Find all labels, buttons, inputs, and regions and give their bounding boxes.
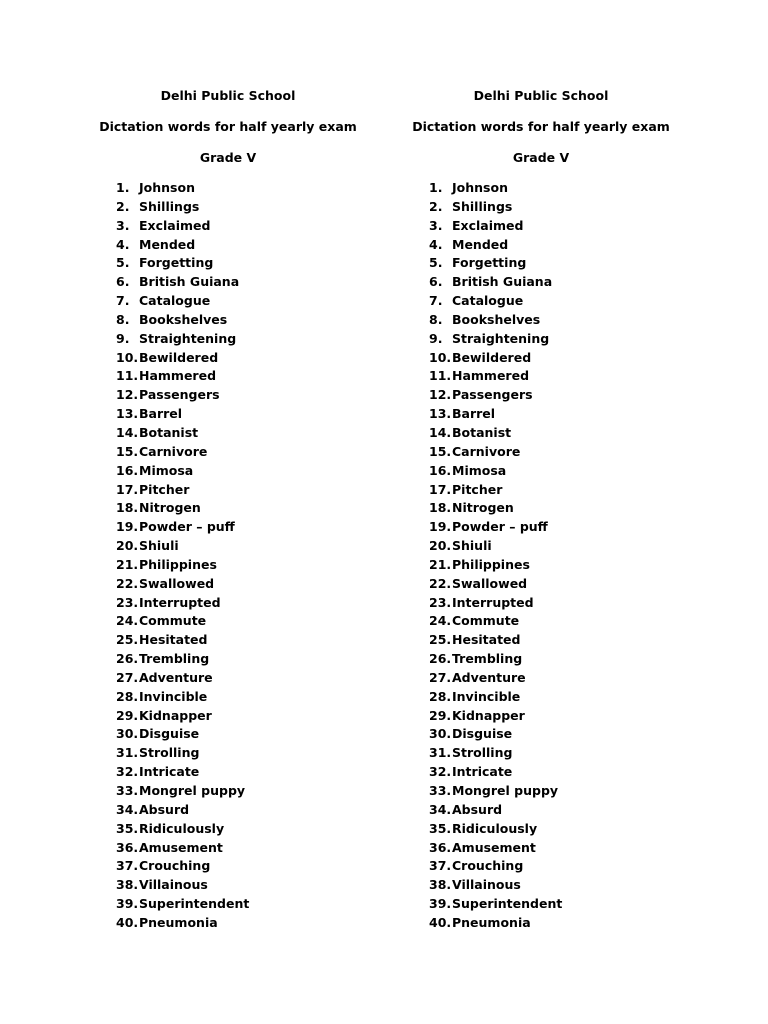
item-number: 4.: [116, 236, 130, 252]
item-number: 31.: [116, 745, 139, 761]
list-item: [391, 556, 691, 575]
item-number: 25.: [116, 632, 139, 648]
list-item: [78, 820, 378, 839]
item-word: Invincible: [139, 688, 208, 704]
item-word: Ridiculously: [139, 820, 225, 836]
list-item: [391, 330, 691, 349]
list-item: [391, 707, 691, 726]
item-word: Mended: [452, 236, 509, 252]
school-name: Delhi Public School: [160, 88, 296, 103]
list-item: [78, 763, 378, 782]
list-item: [78, 349, 378, 368]
item-word: Invincible: [452, 688, 521, 704]
item-word: Carnivore: [139, 443, 208, 459]
item-number: 3.: [429, 217, 443, 233]
item-number: 26.: [116, 651, 139, 667]
item-word: Mongrel puppy: [452, 783, 559, 798]
item-number: 28.: [116, 688, 139, 704]
item-number: 19.: [429, 519, 452, 535]
item-word: Mongrel puppy: [139, 783, 246, 798]
item-word: Catalogue: [452, 293, 524, 309]
item-number: 29.: [116, 707, 139, 723]
item-number: 24.: [429, 613, 452, 629]
item-number: 20.: [116, 538, 139, 554]
list-item: [78, 518, 378, 537]
list-item: [78, 914, 378, 933]
list-item: [78, 575, 378, 594]
item-number: 33.: [116, 783, 139, 798]
item-word: Johnson: [139, 180, 195, 195]
item-number: 2.: [116, 198, 130, 214]
list-item: [391, 424, 691, 443]
list-item: [391, 914, 691, 933]
item-number: 17.: [116, 481, 139, 497]
left-column: [78, 86, 378, 933]
item-number: 12.: [116, 387, 139, 403]
item-word: Strolling: [139, 745, 200, 761]
item-number: 9.: [116, 330, 130, 346]
school-name: Delhi Public School: [473, 88, 609, 103]
item-number: 35.: [116, 820, 139, 836]
list-item: [78, 179, 378, 198]
list-item: [78, 669, 378, 688]
item-number: 10.: [429, 349, 452, 365]
item-number: 9.: [429, 330, 443, 346]
item-word: Powder – puff: [139, 519, 235, 535]
list-item: [391, 612, 691, 631]
list-item: [78, 631, 378, 650]
list-item: [391, 443, 691, 462]
item-word: Adventure: [452, 669, 526, 685]
list-item: [78, 725, 378, 744]
grade-label: Grade V: [512, 150, 570, 165]
item-number: 29.: [429, 707, 452, 723]
item-number: 26.: [429, 651, 452, 667]
item-word: Hesitated: [452, 632, 521, 648]
list-item: [391, 217, 691, 236]
item-number: 23.: [116, 594, 139, 610]
list-item: [78, 895, 378, 914]
item-number: 38.: [429, 877, 452, 893]
item-word: Straightening: [139, 330, 237, 346]
item-number: 25.: [429, 632, 452, 648]
item-word: British Guiana: [139, 274, 240, 290]
item-word: Absurd: [139, 801, 190, 817]
list-item: [391, 839, 691, 858]
list-item: [391, 669, 691, 688]
list-item: [391, 537, 691, 556]
item-word: Trembling: [452, 651, 523, 667]
item-word: Bookshelves: [139, 311, 228, 327]
item-number: 31.: [429, 745, 452, 761]
item-word: Exclaimed: [139, 217, 211, 233]
item-word: Johnson: [452, 180, 508, 195]
list-item: [78, 688, 378, 707]
list-item: [391, 876, 691, 895]
item-number: 3.: [116, 217, 130, 233]
item-number: 21.: [116, 556, 139, 572]
item-word: Pitcher: [452, 481, 503, 497]
item-word: Crouching: [452, 858, 524, 874]
item-number: 21.: [429, 556, 452, 572]
item-number: 7.: [429, 293, 443, 309]
item-number: 15.: [116, 443, 139, 459]
list-item: [391, 688, 691, 707]
item-word: Trembling: [139, 651, 210, 667]
item-word: Swallowed: [452, 575, 528, 591]
item-number: 19.: [116, 519, 139, 535]
list-item: [78, 367, 378, 386]
item-number: 17.: [429, 481, 452, 497]
list-item: [78, 424, 378, 443]
item-word: Adventure: [139, 669, 213, 685]
item-word: Kidnapper: [139, 707, 212, 723]
list-item: [391, 857, 691, 876]
item-word: Shiuli: [139, 538, 179, 554]
list-item: [391, 386, 691, 405]
list-item: [391, 650, 691, 669]
item-number: 35.: [429, 820, 452, 836]
item-word: Commute: [452, 613, 520, 629]
item-word: Mimosa: [452, 462, 507, 478]
item-number: 1.: [116, 180, 130, 195]
item-word: Straightening: [452, 330, 550, 346]
item-number: 5.: [116, 255, 130, 271]
item-word: Pneumonia: [139, 914, 218, 930]
item-word: Botanist: [452, 424, 512, 440]
item-word: British Guiana: [452, 274, 553, 290]
list-item: [78, 481, 378, 500]
list-item: [78, 254, 378, 273]
item-word: Philippines: [139, 556, 217, 572]
list-item: [78, 537, 378, 556]
item-word: Shiuli: [452, 538, 492, 554]
item-word: Pneumonia: [452, 914, 531, 930]
item-word: Barrel: [452, 406, 496, 422]
list-item: [78, 217, 378, 236]
item-word: Villainous: [452, 877, 521, 893]
item-number: 30.: [429, 726, 452, 742]
list-item: [78, 443, 378, 462]
item-number: 7.: [116, 293, 130, 309]
item-word: Forgetting: [139, 255, 214, 271]
item-number: 32.: [429, 764, 452, 780]
item-word: Botanist: [139, 424, 199, 440]
item-number: 37.: [429, 858, 452, 874]
right-column: [391, 86, 691, 933]
item-word: Villainous: [139, 877, 208, 893]
item-number: 6.: [116, 274, 130, 290]
item-word: Catalogue: [139, 293, 211, 309]
item-word: Amusement: [139, 839, 223, 855]
list-item: [391, 292, 691, 311]
item-word: Hammered: [139, 368, 217, 384]
list-item: [391, 273, 691, 292]
list-item: [78, 556, 378, 575]
list-item: [78, 857, 378, 876]
list-item: [391, 801, 691, 820]
item-word: Nitrogen: [139, 500, 201, 516]
list-item: [78, 273, 378, 292]
item-number: 34.: [429, 801, 452, 817]
item-word: Passengers: [139, 387, 220, 403]
list-item: [78, 236, 378, 255]
list-item: [78, 499, 378, 518]
item-number: 13.: [116, 406, 139, 422]
item-number: 13.: [429, 406, 452, 422]
item-word: Absurd: [452, 801, 503, 817]
item-number: 15.: [429, 443, 452, 459]
list-item: [391, 782, 691, 801]
item-word: Crouching: [139, 858, 211, 874]
list-item: [391, 462, 691, 481]
item-number: 39.: [429, 896, 452, 912]
list-item: [78, 311, 378, 330]
list-item: [78, 707, 378, 726]
list-item: [391, 179, 691, 198]
item-number: 34.: [116, 801, 139, 817]
item-word: Mended: [139, 236, 196, 252]
item-word: Disguise: [139, 726, 200, 742]
item-word: Nitrogen: [452, 500, 514, 516]
item-number: 32.: [116, 764, 139, 780]
list-item: [391, 236, 691, 255]
item-number: 5.: [429, 255, 443, 271]
item-number: 18.: [429, 500, 452, 516]
item-number: 1.: [429, 180, 443, 195]
list-item: [391, 895, 691, 914]
item-number: 20.: [429, 538, 452, 554]
item-word: Exclaimed: [452, 217, 524, 233]
item-word: Interrupted: [139, 594, 221, 610]
item-word: Amusement: [452, 839, 536, 855]
list-item: [391, 254, 691, 273]
list-item: [78, 462, 378, 481]
item-word: Ridiculously: [452, 820, 538, 836]
list-item: [391, 744, 691, 763]
item-number: 14.: [116, 424, 139, 440]
list-item: [391, 481, 691, 500]
item-number: 37.: [116, 858, 139, 874]
list-item: [391, 367, 691, 386]
item-word: Superintendent: [139, 896, 250, 912]
item-number: 22.: [116, 575, 139, 591]
list-item: [391, 594, 691, 613]
grade-label: Grade V: [199, 150, 257, 165]
item-number: 24.: [116, 613, 139, 629]
item-word: Passengers: [452, 387, 533, 403]
list-item: [391, 311, 691, 330]
list-item: [78, 801, 378, 820]
list-item: [391, 349, 691, 368]
list-item: [78, 744, 378, 763]
item-number: 27.: [116, 669, 139, 685]
item-word: Intricate: [452, 764, 513, 780]
item-word: Intricate: [139, 764, 200, 780]
item-number: 14.: [429, 424, 452, 440]
item-number: 27.: [429, 669, 452, 685]
item-number: 38.: [116, 877, 139, 893]
item-word: Powder – puff: [452, 519, 548, 535]
item-word: Shillings: [139, 198, 200, 214]
item-number: 11.: [116, 368, 139, 384]
list-item: [391, 575, 691, 594]
list-item: [78, 198, 378, 217]
item-number: 11.: [429, 368, 452, 384]
item-word: Pitcher: [139, 481, 190, 497]
item-word: Hesitated: [139, 632, 208, 648]
item-word: Carnivore: [452, 443, 521, 459]
item-number: 30.: [116, 726, 139, 742]
list-item: [391, 405, 691, 424]
item-number: 8.: [429, 311, 443, 327]
list-item: [78, 386, 378, 405]
item-number: 23.: [429, 594, 452, 610]
exam-subtitle: Dictation words for half yearly exam: [99, 119, 357, 134]
item-number: 40.: [429, 914, 452, 930]
item-word: Disguise: [452, 726, 513, 742]
item-word: Kidnapper: [452, 707, 525, 723]
item-word: Bewildered: [139, 349, 219, 365]
item-number: 2.: [429, 198, 443, 214]
item-word: Swallowed: [139, 575, 215, 591]
item-number: 10.: [116, 349, 139, 365]
list-item: [391, 820, 691, 839]
item-number: 16.: [429, 462, 452, 478]
item-number: 36.: [116, 839, 139, 855]
list-item: [78, 782, 378, 801]
item-word: Bewildered: [452, 349, 532, 365]
item-number: 8.: [116, 311, 130, 327]
word-list: [391, 179, 691, 933]
list-item: [78, 876, 378, 895]
item-number: 28.: [429, 688, 452, 704]
item-word: Barrel: [139, 406, 183, 422]
item-word: Commute: [139, 613, 207, 629]
word-list: [78, 179, 378, 933]
list-item: [78, 612, 378, 631]
item-word: Forgetting: [452, 255, 527, 271]
item-word: Superintendent: [452, 896, 563, 912]
item-word: Mimosa: [139, 462, 194, 478]
list-item: [78, 330, 378, 349]
list-item: [78, 292, 378, 311]
item-number: 12.: [429, 387, 452, 403]
list-item: [78, 650, 378, 669]
item-word: Shillings: [452, 198, 513, 214]
item-number: 39.: [116, 896, 139, 912]
list-item: [391, 631, 691, 650]
item-number: 16.: [116, 462, 139, 478]
list-item: [391, 725, 691, 744]
item-number: 6.: [429, 274, 443, 290]
item-number: 36.: [429, 839, 452, 855]
item-number: 33.: [429, 783, 452, 798]
list-item: [78, 594, 378, 613]
item-number: 40.: [116, 914, 139, 930]
item-word: Strolling: [452, 745, 513, 761]
list-item: [78, 405, 378, 424]
item-number: 4.: [429, 236, 443, 252]
list-item: [391, 499, 691, 518]
item-number: 22.: [429, 575, 452, 591]
item-word: Philippines: [452, 556, 530, 572]
item-word: Interrupted: [452, 594, 534, 610]
item-word: Hammered: [452, 368, 530, 384]
exam-subtitle: Dictation words for half yearly exam: [412, 119, 670, 134]
list-item: [78, 839, 378, 858]
item-word: Bookshelves: [452, 311, 541, 327]
list-item: [391, 763, 691, 782]
item-number: 18.: [116, 500, 139, 516]
list-item: [391, 518, 691, 537]
list-item: [391, 198, 691, 217]
